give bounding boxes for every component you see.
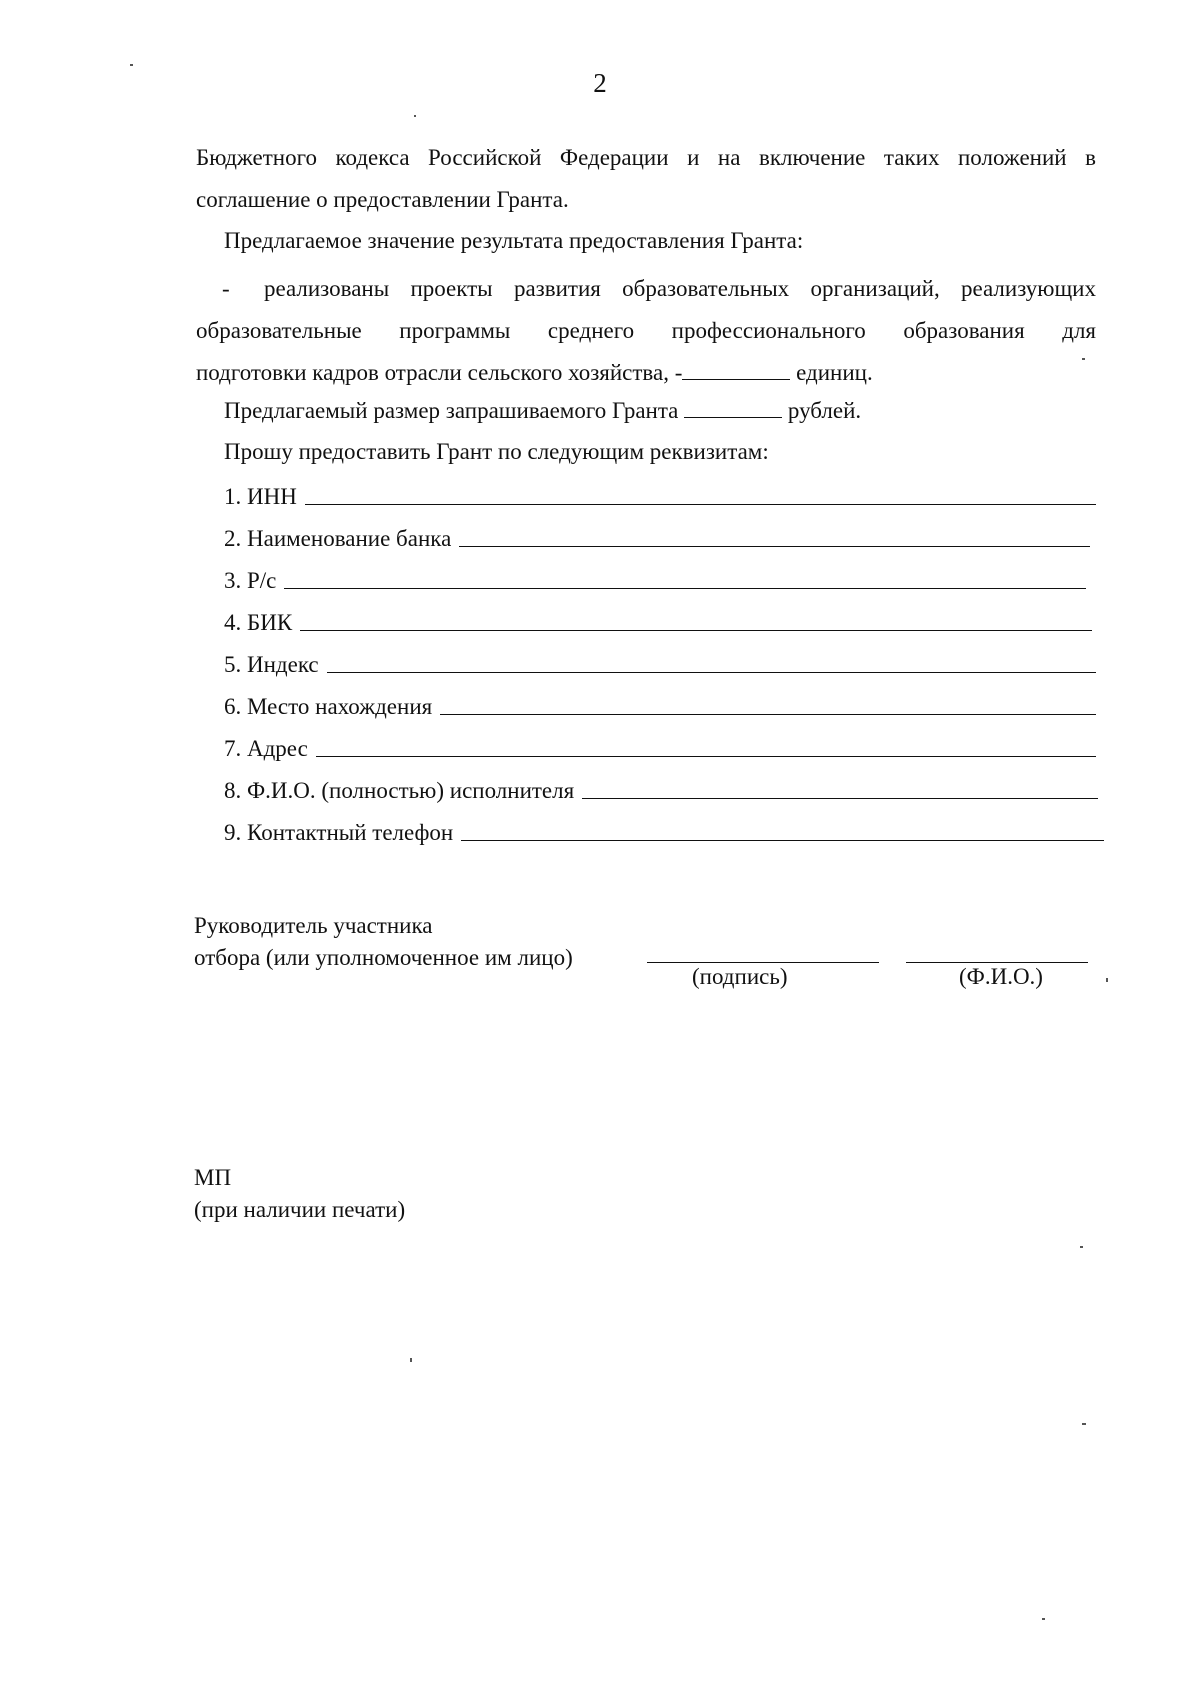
bullet-line-1 (196, 268, 1096, 310)
signatory-title (194, 910, 573, 974)
scan-speck (1042, 1618, 1045, 1620)
signature-line[interactable] (647, 961, 879, 963)
scan-speck (410, 1358, 412, 1362)
field-label: 8. Ф.И.О. (полностью) исполнителя (224, 778, 575, 803)
field-line[interactable] (305, 503, 1096, 505)
result-bullet (196, 268, 1096, 394)
field-bank-name (224, 520, 1090, 552)
field-inn (224, 478, 1096, 510)
grant-size-label: Предлагаемый размер запрашиваемого Гранта (224, 398, 679, 423)
field-index (224, 646, 1096, 678)
currency-label: рублей. (787, 398, 862, 423)
field-label: 3. Р/с (224, 568, 277, 593)
field-line[interactable] (300, 629, 1092, 631)
scan-speck (130, 64, 133, 66)
result-title: Предлагаемое значение результата предоставления Гранта: (224, 228, 804, 253)
name-line[interactable] (906, 961, 1088, 963)
scan-speck (1082, 358, 1085, 360)
grant-amount-blank[interactable] (684, 397, 782, 418)
scan-speck (1080, 1246, 1083, 1248)
field-account (224, 562, 1086, 594)
field-label: 4. БИК (224, 610, 293, 635)
seal-block (194, 1162, 405, 1226)
signatory-title-line: отбора (или уполномоченное им лицо) (194, 945, 573, 970)
field-phone (224, 814, 1104, 846)
scan-speck (1082, 1423, 1086, 1425)
signatory-title-line: Руководитель участника (194, 913, 433, 938)
scan-speck (414, 115, 416, 117)
seal-label: МП (194, 1165, 232, 1190)
bullet-text: реализованы проекты развития образовательных организаций, реализующих (264, 276, 1096, 301)
field-line[interactable] (461, 839, 1104, 841)
field-label: 9. Контактный телефон (224, 820, 454, 845)
seal-note: (при наличии печати) (194, 1197, 406, 1222)
field-label: 2. Наименование банка (224, 526, 452, 551)
units-label: единиц. (796, 360, 873, 385)
paragraph-line: соглашение о предоставлении Гранта. (196, 187, 569, 212)
field-label: 7. Адрес (224, 736, 308, 761)
field-line[interactable] (327, 671, 1096, 673)
bullet-line-3 (196, 352, 1096, 394)
field-bik (224, 604, 1092, 636)
paragraph-line: Бюджетного кодекса Российской Федерации и на включение таких положений в (196, 145, 1096, 170)
bullet-text: подготовки кадров отрасли сельского хозяйства, - (196, 360, 683, 385)
signature-caption: (подпись) (692, 964, 788, 989)
field-location (224, 688, 1096, 720)
field-label: 1. ИНН (224, 484, 297, 509)
field-line[interactable] (440, 713, 1096, 715)
bullet-dash: - (222, 276, 230, 301)
bullet-text: образовательные программы среднего профессионального образования для (196, 318, 1096, 343)
request-line: Прошу предоставить Грант по следующим реквизитам: (224, 439, 769, 464)
field-line[interactable] (582, 797, 1098, 799)
field-address (224, 730, 1096, 762)
field-line[interactable] (459, 545, 1090, 547)
paragraph-budget-code (196, 137, 1096, 221)
field-line[interactable] (284, 587, 1086, 589)
grant-size-line (224, 397, 861, 424)
name-caption: (Ф.И.О.) (959, 964, 1043, 989)
field-label: 6. Место нахождения (224, 694, 433, 719)
scan-speck (1106, 978, 1108, 982)
field-label: 5. Индекс (224, 652, 319, 677)
field-executor-name (224, 772, 1098, 804)
units-blank[interactable] (682, 359, 790, 380)
page-number: 2 (593, 68, 607, 98)
field-line[interactable] (316, 755, 1096, 757)
